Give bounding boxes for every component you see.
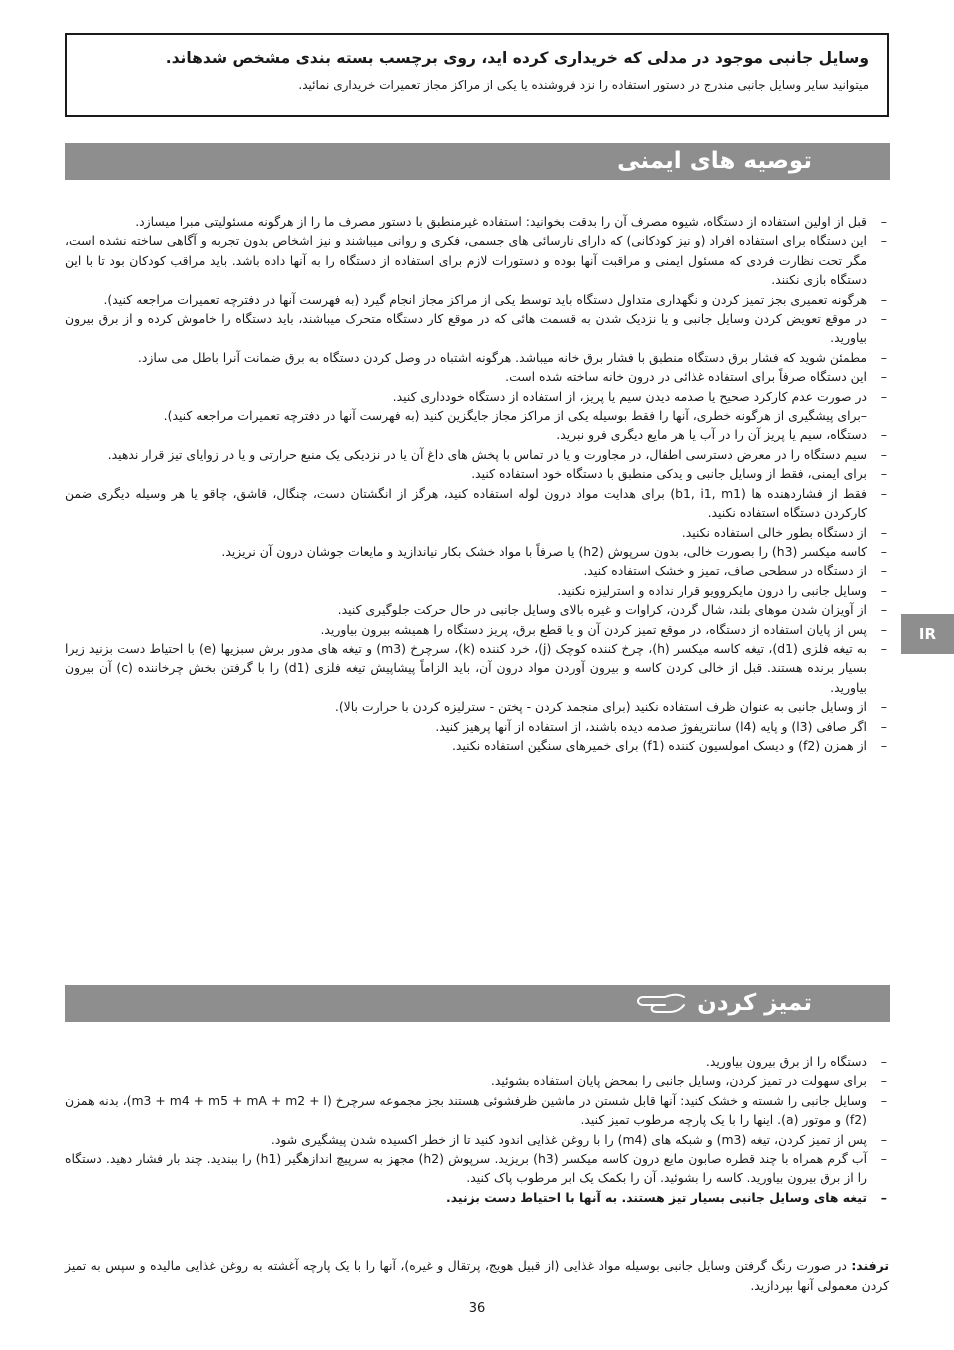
list-item: – به تیغه فلزی (d1)، تیغه کاسه میکسر (h)، چرخ کننده کوچک (j)، خرد کننده (k)، سرچرخ (m3) و تیغه های مدور برش سبزیها (e) با احتیاط دست بزنید زیرا بسیار برنده هستند. قبل از خالی کردن کاسه و بیرون آوردن مواد درون آن، باید الزاماً پیشاپیش تیغه فلزی (d1) را با گرفتن بخش چرخاننده (c) آن بیرون بیاورید. (65, 640, 887, 695)
list-item: – این دستگاه صرفاً برای استفاده غذائی در درون خانه ساخته شده است. (505, 369, 887, 385)
page-number: 36 (468, 1301, 486, 1316)
list-item: – این دستگاه برای استفاده افراد (و نیز کودکانی) که دارای نارسائی های جسمی، فکری و روانی میباشند و نیز اشخاص بدون تجربه و آگاهی ساخته نشده است، مگر تحت نظارت فردی که مسئول ایمنی و مراقبت آنها بوده و دستورات لازم برای استفاده از دستگاه را به آنها داده باشد. باید مراقب کودکان بود تا با این دستگاه بازی نکنند. (65, 233, 887, 288)
hand-pointing-icon (635, 991, 687, 1017)
tip-text: در صورت رنگ گرفتن وسایل جانبی بوسیله مواد غذایی (از قبیل هویج، پرتقال و غیره)، آنها را با یک پارچه آغشته به روغن غذایی مالیده و سپس به تمیز کردن معمولی آنها بپردازید. (65, 1258, 889, 1293)
cleaning-section-header (65, 985, 890, 1022)
list-item: –برای پیشگیری از هرگونه خطری، آنها را فقط بوسیله یکی از مراکز مجاز جایگزین کنید (به فهرست آنها در دفترچه تعمیرات مراجعه کنید). (163, 408, 867, 424)
list-item: – هرگونه تعمیری بجز تمیز کردن و نگهداری متداول دستگاه باید توسط یکی از مراکز مجاز انجام گیرد (به فهرست آنها در دفترچه تعمیرات مراجعه کنید). (103, 291, 887, 307)
cleaning-list (65, 1052, 889, 1207)
list-item: – برای ایمنی، فقط از وسایل جانبی و یدکی منطبق با دستگاه خود استفاده کنید. (471, 466, 887, 482)
safety-list (65, 212, 889, 755)
list-item: – از وسایل جانبی به عنوان ظرف استفاده نکنید (برای منجمد کردن - پختن - سترلیزه کردن با حرارت بالا). (334, 699, 887, 715)
list-item: – آب گرم همراه با چند قطره صابون مایع درون کاسه میکسر (h3) بریزید. سرپوش (h2) مجهز به سرپیچ اندازهگیر (h1) را ببندید. چند بار فشار دهید. دستگاه را از برق بیرون بیاورید. کاسه را بشوئید. آن را بکمک یک ابر مرطوب پاک کنید. (65, 1151, 887, 1186)
cleaning-section-title: تمیز کردن (697, 990, 812, 1016)
safety-section-title: توصیه های ایمنی (617, 148, 812, 174)
safety-section-header (65, 143, 890, 180)
list-item: – از دستگاه در سطحی صاف، تمیز و خشک استفاده کنید. (583, 563, 887, 579)
accessories-notice-box (65, 33, 889, 117)
list-item: – وسایل جانبی را شسته و خشک کنید: آنها قابل شستن در ماشین ظرفشوئی هستند بجز مجموعه سرچرخ (m3 + m4 + m5 + mA + m2 + l)، بدنه همزن (f2) و موتور (a). اینها را با یک پارچه مرطوب تمیز کنید. (65, 1092, 887, 1128)
notice-title: وسایل جانبی موجود در مدلی که خریداری کرده اید، روی برچسب بسته بندی مشخص شدهاند. (165, 49, 869, 67)
list-item: – فقط از فشاردهنده ها (b1, i1, m1) برای هدایت مواد درون لوله استفاده کنید، هرگز از انگشتان دست، چنگال، قاشق، چاقو یا هر وسیله دیگری ضمن کارکردن دستگاه استفاده نکنید. (65, 485, 887, 521)
list-item: – در موقع تعویض کردن وسایل جانبی و یا نزدیک شدن به قسمت هائی که در موقع کار دستگاه متحرک میباشند، باید دستگاه را خاموش کرده و از برق بیرون بیاورید. (65, 311, 887, 346)
list-item: – اگر صافی (l3) و پایه (l4) سانتریفوژ صدمه دیده باشند، از استفاده از آنها پرهیز کنید. (435, 718, 887, 734)
list-item: – پس از پایان استفاده از دستگاه، در موقع تمیز کردن آن و یا قطع برق، پریز دستگاه را همیشه بیرون بیاورید. (320, 621, 887, 637)
tip-label: ترفند: (851, 1258, 889, 1273)
language-tab: IR (901, 614, 954, 654)
tip-paragraph (65, 1256, 889, 1296)
list-item: – کاسه میکسر (h3) را بصورت خالی، بدون سرپوش (h2) یا صرفاً با مواد خشک بکار نیاندازید و مایعات جوشان درون آن نریزید. (221, 543, 887, 559)
list-item-warning: – تیغه های وسایل جانبی بسیار تیز هستند. به آنها با احتیاط دست بزنید. (446, 1189, 887, 1205)
list-item: – قبل از اولین استفاده از دستگاه، شیوه مصرف آن را بدقت بخوانید: استفاده غیرمنطبق با دستور مصرف ما را از هرگونه مسئولیتی مبرا میسازد. (135, 214, 887, 229)
list-item: – دستگاه را از برق بیرون بیاورید. (705, 1054, 887, 1069)
list-item: – برای سهولت در تمیز کردن، وسایل جانبی را بمحض پایان استفاده بشوئید. (490, 1073, 887, 1089)
list-item: – پس از تمیز کردن، تیغه (m3) و شبکه های (m4) را با روغن غذایی اندود کنید تا از خطر اکسیده شدن پیشگیری شود. (270, 1131, 887, 1147)
list-item: – مطمئن شوید که فشار برق دستگاه منطبق با فشار برق خانه میباشد. هرگونه اشتباه در وصل کردن دستگاه به برق ضمانت آنرا باطل می سازد. (137, 349, 887, 365)
list-item: – از دستگاه بطور خالی استفاده نکنید. (681, 524, 887, 540)
notice-text: میتوانید سایر وسایل جانبی مندرج در دستور استفاده را نزد فروشنده یا یکی از مراکز مجاز تعمیرات خریداری نمائید. (298, 78, 869, 92)
list-item: – دستگاه، سیم یا پریز آن را در آب یا هر مایع دیگری فرو نبرید. (556, 427, 887, 443)
list-item: – وسایل جانبی را درون مایکروویو قرار نداده و استرلیزه نکنید. (557, 582, 887, 598)
list-item: – سیم دستگاه را در معرض دسترسی اطفال، در مجاورت و یا در تماس با پخش های داغ آن یا در نزدیکی یک منبع حرارتی و یا در زوایای تیز قرار ندهید. (107, 446, 887, 462)
list-item: – از آویزان شدن موهای بلند، شال گردن، کراوات و غیره بالای وسایل جانبی در حال حرکت جلوگیری کنید. (337, 602, 887, 618)
list-item: – در صورت عدم کارکرد صحیح یا صدمه دیدن سیم یا پریز، از استفاده از دستگاه خودداری کنید. (392, 388, 887, 404)
list-item: – از همزن (f2) و دیسک امولسیون کننده (f1) برای خمیرهای سنگین استفاده نکنید. (452, 737, 887, 753)
